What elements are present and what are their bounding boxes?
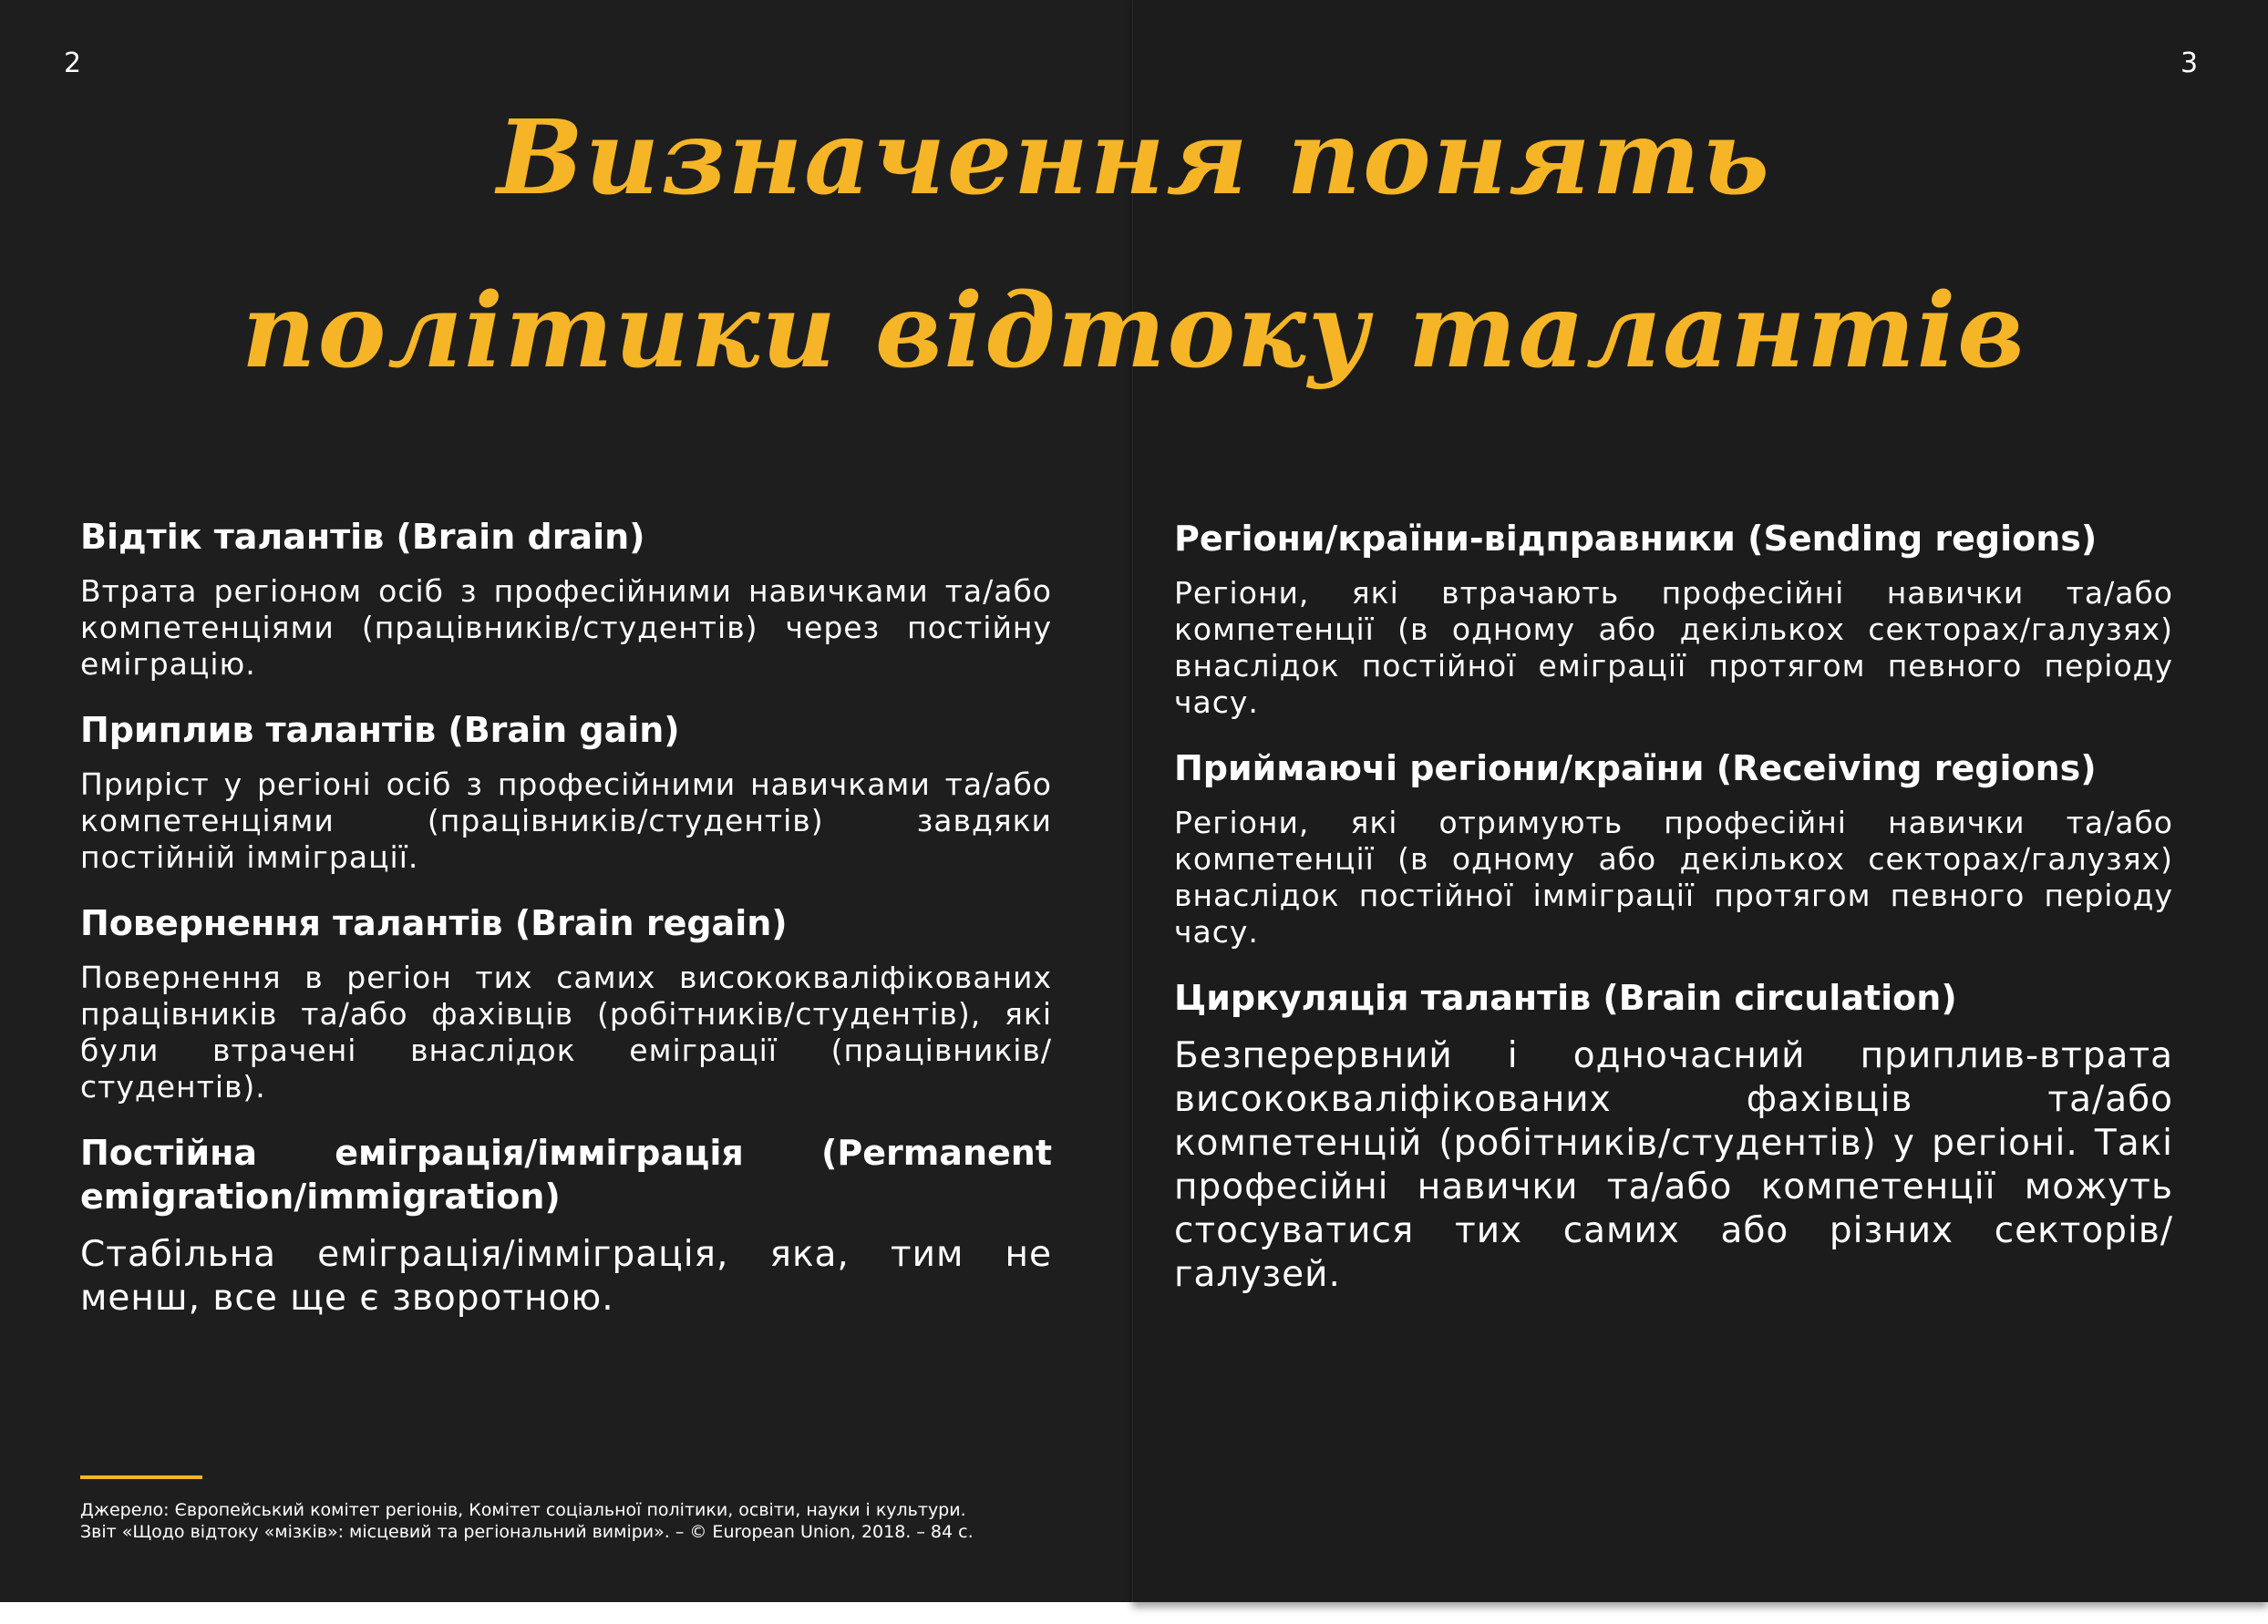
source-line-1: Джерело: Європейський комітет регіонів, Комітет соціальної політики, освіти, науки і культури.: [80, 1500, 966, 1520]
term-heading: Постійна еміграція/імміграція (Permanent emigration/immigration): [80, 1133, 1052, 1217]
source-line-2: Звіт «Щодо відтоку «мізків»: місцевий та регіональний виміри». – © European Union, 2018. – 84 с.: [80, 1522, 974, 1542]
page-number-right: 3: [2180, 47, 2199, 79]
term-definition: Стабільна еміграція/імміграція, яка, тим не менш, все ще є зворотною.: [80, 1234, 1052, 1319]
page-gutter: [1130, 0, 1133, 1602]
title-line-2: політики відтоку талантів: [242, 272, 2026, 391]
term-definition: Втрата регіоном осіб з професійними навичками та/або компетенціями (працівників/студентів) через постійну еміграцію.: [80, 573, 1052, 682]
term-heading: Повернення талантів (Brain regain): [80, 903, 788, 943]
term-definition: Безперервний і одночасний приплив-втрата висококваліфікованих фахівців та/або компетенцій (робітників/студентів) у регіоні. Такі професійні навички та/або компетенції можуть стосуватися тих самих або різних секторів/галузей.: [1174, 1035, 2173, 1295]
left-column: [80, 515, 1052, 1346]
term-definition: Повернення в регіон тих самих висококваліфікованих працівників та/або фахівців (робітників/студентів), які були втрачені внаслідок еміграції (працівників/студентів).: [80, 960, 1052, 1105]
source-note: [80, 1499, 1083, 1543]
term-heading: Відтік талантів (Brain drain): [80, 517, 645, 557]
term-definition: Регіони, які отримують професійні навички та/або компетенції (в одному або декількох секторах/галузях) внаслідок постійної імміграції протягом певного періоду часу.: [1174, 805, 2173, 950]
source-divider: [80, 1475, 202, 1479]
title-line-1: Визначення понять: [497, 98, 1771, 218]
term-heading: Регіони/країни-відправники (Sending regions): [1174, 519, 2098, 559]
term-definition: Приріст у регіоні осіб з професійними навичками та/або компетенціями (працівників/студентів) завдяки постійній імміграції.: [80, 766, 1052, 875]
page-number-left: 2: [64, 47, 82, 79]
term-heading: Циркуляція талантів (Brain circulation): [1174, 978, 1957, 1018]
term-heading: Приймаючі регіони/країни (Receiving regions): [1174, 748, 2097, 788]
right-column: [1174, 517, 2173, 1322]
term-definition: Регіони, які втрачають професійні навички та/або компетенції (в одному або декількох секторах/галузях) внаслідок постійної еміграції протягом певного періоду часу.: [1174, 575, 2173, 720]
term-heading: Приплив талантів (Brain gain): [80, 710, 680, 750]
